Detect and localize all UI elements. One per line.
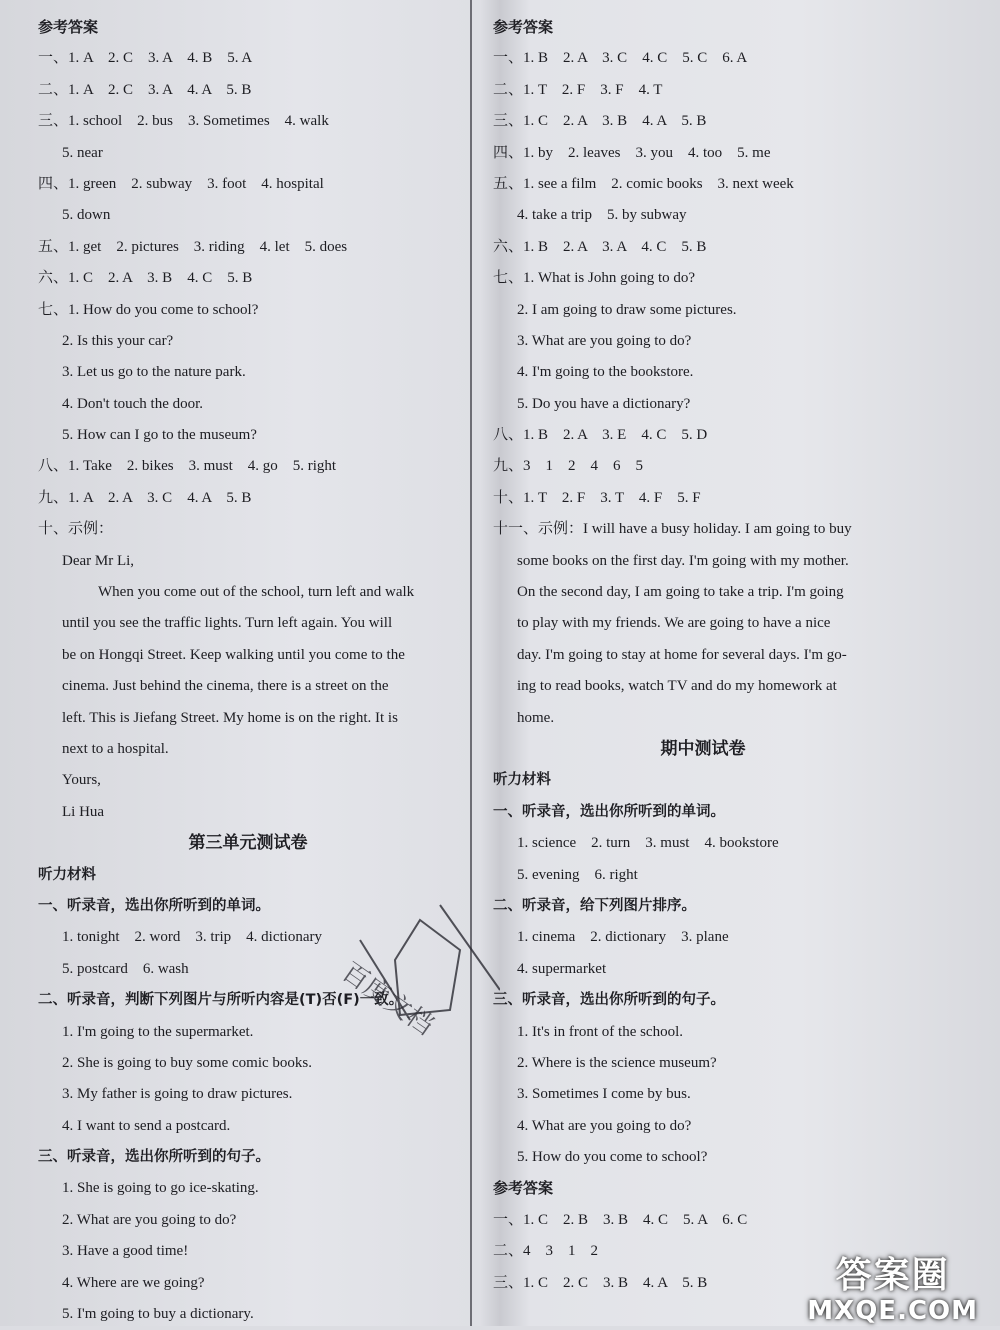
left-line: 2. She is going to buy some comic books. xyxy=(62,1054,312,1071)
left-line: 四、1. green 2. subway 3. foot 4. hospital xyxy=(38,175,324,192)
right-line: 十、1. T 2. F 3. T 4. F 5. F xyxy=(493,489,701,506)
left-line: 1. She is going to go ice-skating. xyxy=(62,1180,259,1197)
right-line: 期中测试卷 xyxy=(660,738,746,759)
watermark-url: MXQE.COM xyxy=(807,1296,978,1326)
left-line: Dear Mr Li, xyxy=(62,552,135,569)
left-line: 二、听录音，判断下列图片与所听内容是(T)否(F)一致。 xyxy=(38,992,404,1009)
left-line: until you see the traffic lights. Turn left again. You will xyxy=(62,615,393,632)
right-line: 五、1. see a film 2. comic books 3. next week xyxy=(493,175,794,192)
left-line: 5. near xyxy=(62,144,103,161)
left-line: 一、听录音，选出你所听到的单词。 xyxy=(38,897,270,914)
page-fold xyxy=(470,0,472,1326)
watermark-logo: 答案圈 xyxy=(835,1255,950,1296)
left-line: left. This is Jiefang Street. My home is on the right. It is xyxy=(62,709,398,726)
right-line: home. xyxy=(517,709,555,726)
left-line: be on Hongqi Street. Keep walking until you come to the xyxy=(62,646,405,663)
left-line: Yours, xyxy=(62,772,101,789)
right-line: some books on the first day. I'm going with my mother. xyxy=(517,552,849,569)
left-line: When you come out of the school, turn left and walk xyxy=(98,584,415,601)
right-line: 4. take a trip 5. by subway xyxy=(517,207,687,224)
left-line: 三、1. school 2. bus 3. Sometimes 4. walk xyxy=(38,113,329,130)
left-line: 3. My father is going to draw pictures. xyxy=(62,1086,293,1103)
left-column xyxy=(38,12,458,1330)
left-line: 九、1. A 2. A 3. C 4. A 5. B xyxy=(38,489,252,506)
right-line: 一、1. C 2. B 3. B 4. C 5. A 6. C xyxy=(493,1211,748,1228)
left-line: 五、1. get 2. pictures 3. riding 4. let 5. does xyxy=(38,238,348,255)
left-line: 4. Where are we going? xyxy=(62,1274,205,1291)
right-line: 八、1. B 2. A 3. E 4. C 5. D xyxy=(493,427,708,444)
left-line: 七、1. How do you come to school? xyxy=(38,301,259,318)
left-line: 八、1. Take 2. bikes 3. must 4. go 5. right xyxy=(38,458,337,475)
right-line: 一、听录音，选出你所听到的单词。 xyxy=(493,803,725,820)
left-line: 3. Let us go to the nature park. xyxy=(62,364,246,381)
right-line: 三、1. C 2. A 3. B 4. A 5. B xyxy=(493,113,707,130)
left-line: 参考答案 xyxy=(38,18,99,36)
right-line: 四、1. by 2. leaves 3. you 4. too 5. me xyxy=(493,144,771,161)
left-line: 5. postcard 6. wash xyxy=(62,960,189,977)
right-line: 1. It's in front of the school. xyxy=(517,1023,684,1040)
right-line: 1. cinema 2. dictionary 3. plane xyxy=(517,929,729,946)
right-line: 一、1. B 2. A 3. C 4. C 5. C 6. A xyxy=(493,50,748,67)
right-line: 三、听录音，选出你所听到的句子。 xyxy=(493,992,725,1009)
right-line: 九、3 1 2 4 6 5 xyxy=(493,458,644,475)
right-line: 3. What are you going to do? xyxy=(517,332,692,349)
left-line: 2. What are you going to do? xyxy=(62,1211,237,1228)
right-line: 七、1. What is John going to do? xyxy=(493,270,696,287)
left-line: Li Hua xyxy=(62,803,105,820)
left-line: 5. How can I go to the museum? xyxy=(62,427,257,444)
right-line: 4. I'm going to the bookstore. xyxy=(517,364,694,381)
left-line: 5. down xyxy=(62,207,111,224)
right-line: 二、1. T 2. F 3. F 4. T xyxy=(493,81,663,98)
left-line: 三、听录音，选出你所听到的句子。 xyxy=(38,1149,270,1166)
left-line: 5. I'm going to buy a dictionary. xyxy=(62,1306,254,1323)
left-line: cinema. Just behind the cinema, there is a street on the xyxy=(62,678,389,695)
left-line: 4. I want to send a postcard. xyxy=(62,1117,231,1134)
left-line: 3. Have a good time! xyxy=(62,1243,189,1260)
right-line: 5. Do you have a dictionary? xyxy=(517,395,691,412)
right-line: to play with my friends. We are going to have a nice xyxy=(517,615,831,632)
left-line: 一、1. A 2. C 3. A 4. B 5. A xyxy=(38,50,253,67)
right-line: 听力材料 xyxy=(493,772,551,789)
right-column xyxy=(493,12,913,1299)
right-line: 2. Where is the science museum? xyxy=(517,1054,717,1071)
right-line: 参考答案 xyxy=(493,1179,554,1198)
right-line: 2. I am going to draw some pictures. xyxy=(517,301,737,318)
right-line: ing to read books, watch TV and do my homework at xyxy=(517,678,837,695)
right-line: On the second day, I am going to take a trip. I'm going xyxy=(517,584,844,601)
right-line: 4. supermarket xyxy=(517,960,607,977)
right-line: 5. evening 6. right xyxy=(517,866,638,883)
left-line: 1. tonight 2. word 3. trip 4. dictionary xyxy=(62,929,322,946)
right-line: 六、1. B 2. A 3. A 4. C 5. B xyxy=(493,238,707,255)
right-line: 1. science 2. turn 3. must 4. bookstore xyxy=(517,835,779,852)
right-line: 4. What are you going to do? xyxy=(517,1117,692,1134)
left-line: 六、1. C 2. A 3. B 4. C 5. B xyxy=(38,270,253,287)
left-line: 1. I'm going to the supermarket. xyxy=(62,1023,254,1040)
right-line: day. I'm going to stay at home for several days. I'm go- xyxy=(517,646,847,663)
left-line: next to a hospital. xyxy=(62,740,169,757)
right-line: 十一、示例：I will have a busy holiday. I am going to buy xyxy=(493,521,852,538)
right-line: 二、听录音，给下列图片排序。 xyxy=(493,897,696,914)
right-line: 三、1. C 2. C 3. B 4. A 5. B xyxy=(493,1274,708,1291)
left-line: 听力材料 xyxy=(38,866,96,883)
left-line: 2. Is this your car? xyxy=(62,332,174,349)
right-line: 3. Sometimes I come by bus. xyxy=(517,1086,691,1103)
site-watermark xyxy=(807,1256,978,1326)
left-line: 第三单元测试卷 xyxy=(188,833,308,854)
stamp-text: 百度文档 xyxy=(336,957,439,1042)
left-line: 4. Don't touch the door. xyxy=(62,395,204,412)
left-line: 二、1. A 2. C 3. A 4. A 5. B xyxy=(38,81,252,98)
right-line: 参考答案 xyxy=(493,18,554,36)
left-line: 十、示例： xyxy=(38,521,114,538)
right-line: 5. How do you come to school? xyxy=(517,1149,708,1166)
right-line: 二、4 3 1 2 xyxy=(493,1243,599,1260)
